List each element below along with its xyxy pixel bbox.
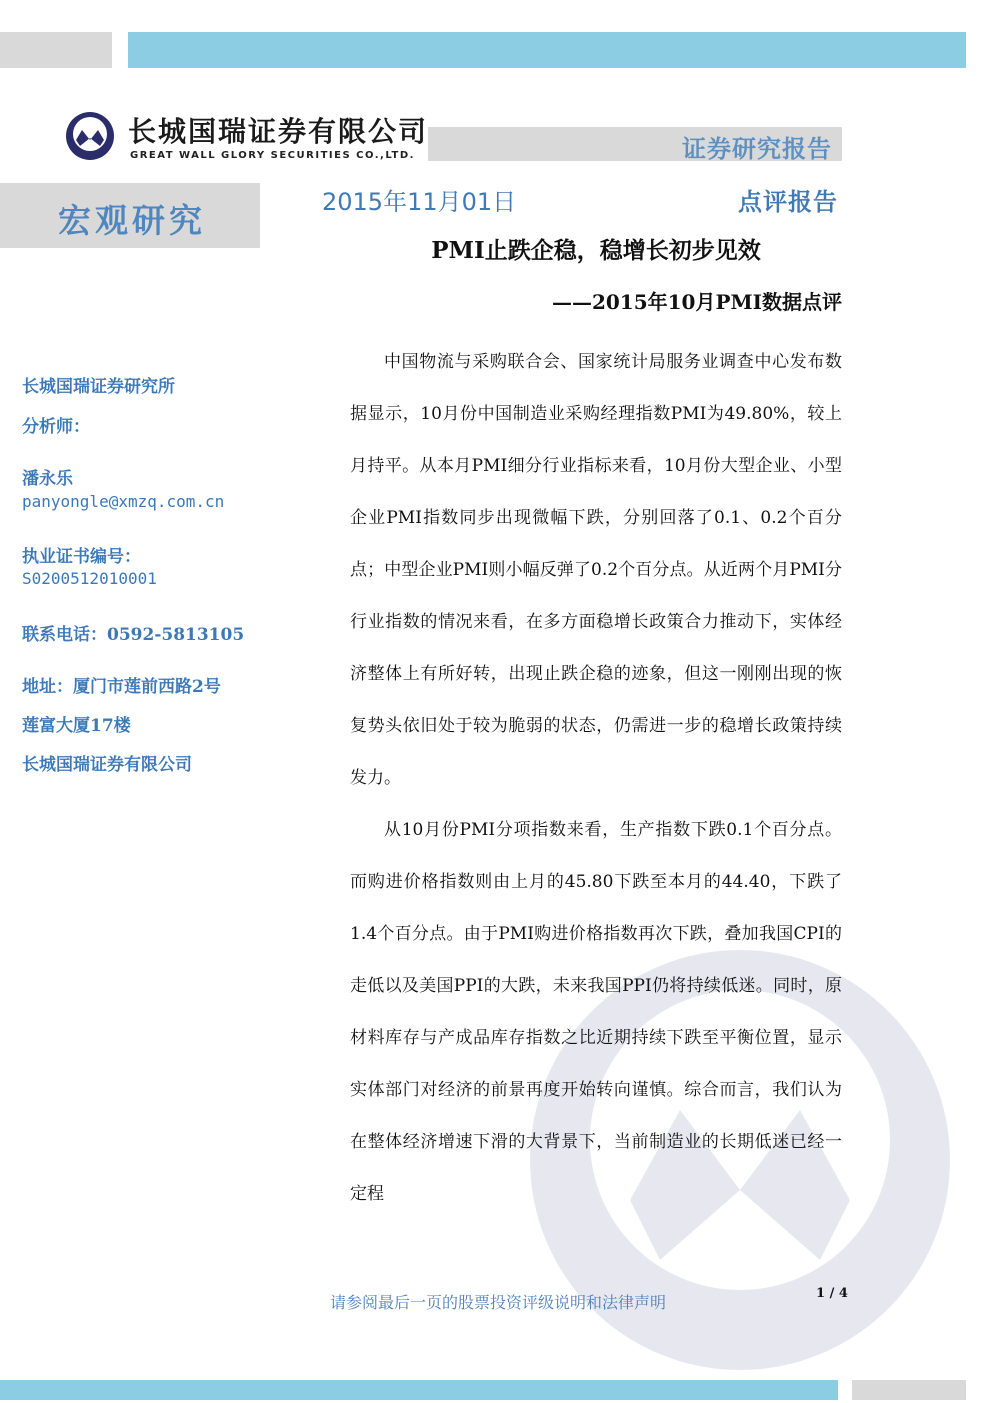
company-logo: [64, 110, 429, 170]
report-type-label: 证券研究报告: [682, 134, 832, 163]
footer-disclaimer: 请参阅最后一页的股票投资评级说明和法律声明: [330, 1293, 667, 1312]
body-paragraph: 从10月份PMI分项指数来看，生产指数下跌0.1个百分点。而购进价格指数则由上月的45.80下跌至本月的44.40，下跌了1.4个百分点。由于PMI购进价格指数再次下跌，叠加我国CPI的走低以及美国PPI的大跌，未来我国PPI仍将持续低迷。同时，原材料库存与产成品库存指数之比近期持续下跌至平衡位置，显示实体部门对经济的前景再度开始转向谨慎。综合而言，我们认为在整体经济增速下滑的大背景下，当前制造业的长期低迷已经一定程: [350, 820, 842, 1204]
cert-number: S0200512010001: [22, 569, 157, 588]
cert-label: 执业证书编号：: [22, 547, 141, 567]
address-line-1: 地址：厦门市莲前西路2号: [22, 677, 221, 697]
company-name-cn: 长城国瑞证券有限公司: [128, 115, 429, 148]
report-date: 2015年11月01日: [322, 188, 517, 216]
top-blue-band: [128, 32, 966, 68]
top-gray-band: [0, 32, 112, 68]
report-type-banner: [428, 127, 842, 161]
bottom-blue-band: [0, 1380, 838, 1400]
report-title: PMI止跌企稳，稳增长初步见效: [431, 237, 761, 264]
company-logo-icon: [64, 110, 116, 162]
analyst-email[interactable]: panyongle@xmzq.com.cn: [22, 492, 225, 511]
report-subtitle: ——2015年10月PMI数据点评: [551, 290, 842, 314]
company-name-en: GREAT WALL GLORY SECURITIES CO.,LTD.: [130, 150, 415, 161]
analyst-label: 分析师：: [22, 417, 90, 437]
report-category: 点评报告: [738, 187, 838, 216]
page-number: 1 / 4: [816, 1286, 848, 1301]
report-body: [350, 336, 842, 1220]
address-line-2: 莲富大厦17楼: [22, 716, 131, 736]
section-label: 宏观研究: [58, 201, 206, 240]
sidebar-company: 长城国瑞证券有限公司: [22, 755, 192, 775]
body-paragraph: 中国物流与采购联合会、国家统计局服务业调查中心发布数据显示，10月份中国制造业采购经理指数PMI为49.80%，较上月持平。从本月PMI细分行业指标来看，10月份大型企业、小型企业PMI指数同步出现微幅下跌，分别回落了0.1、0.2个百分点；中型企业PMI则小幅反弹了0.2个百分点。从近两个月PMI分行业指数的情况来看，在多方面稳增长政策合力推动下，实体经济整体上有所好转，出现止跌企稳的迹象，但这一刚刚出现的恢复势头依旧处于较为脆弱的状态，仍需进一步的稳增长政策持续发力。: [350, 352, 842, 788]
analyst-name: 潘永乐: [22, 469, 73, 489]
bottom-gray-band: [852, 1380, 966, 1400]
phone-line: 联系电话：0592-5813105: [22, 625, 245, 645]
institute-name: 长城国瑞证券研究所: [22, 377, 175, 397]
section-banner: [0, 183, 260, 248]
